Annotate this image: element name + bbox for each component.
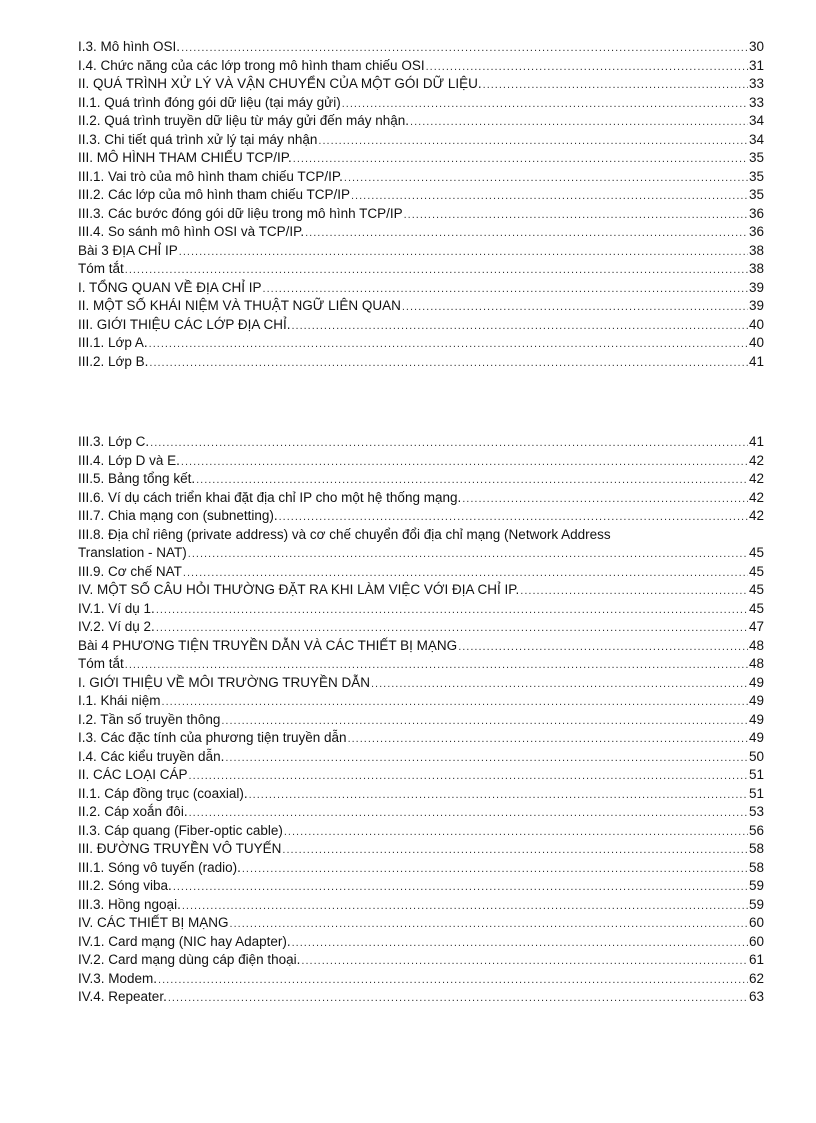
toc-dot-leader	[426, 58, 748, 76]
toc-entry-page: 62	[748, 970, 764, 986]
toc-entry-page: 51	[748, 785, 764, 801]
toc-dot-leader	[318, 132, 748, 150]
toc-entry-title: I.2. Tần số truyền thông	[78, 711, 221, 727]
toc-entry-page: 38	[748, 242, 764, 258]
toc-entry-page: 58	[748, 841, 764, 856]
toc-entry	[78, 131, 764, 150]
toc-dot-leader	[351, 187, 748, 205]
toc-entry-title: III.1. Lớp A.	[78, 335, 148, 350]
toc-entry-title: Translation - NAT)	[78, 545, 187, 560]
toc-entry-page: 59	[748, 896, 764, 912]
toc-entry-page: 36	[748, 205, 764, 221]
toc-entry	[78, 168, 764, 187]
toc-entry-page: 42	[748, 452, 764, 468]
toc-entry	[78, 748, 764, 767]
toc-block-lower	[78, 433, 764, 1007]
toc-entry-page: 61	[748, 952, 764, 967]
toc-entry-page: 48	[748, 637, 764, 653]
toc-entry	[78, 334, 764, 353]
toc-entry-title: III.1. Sóng vô tuyến (radio).	[78, 859, 241, 875]
toc-entry-title: I.4. Chức năng của các lớp trong mô hình tham chiếu OSI	[78, 57, 425, 73]
toc-entry-page: 47	[748, 619, 764, 634]
toc-dot-leader	[230, 915, 748, 933]
toc-entry	[78, 785, 764, 804]
toc-entry	[78, 859, 764, 878]
toc-dot-leader	[221, 712, 748, 730]
toc-entry-title: II. QUÁ TRÌNH XỬ LÝ VÀ VẬN CHUYỂN CỦA MỘT GÓI DỮ LIỆU.	[78, 76, 482, 91]
toc-dot-leader	[520, 582, 748, 600]
toc-entry	[78, 186, 764, 205]
toc-entry-page: 38	[748, 261, 764, 276]
toc-entry	[78, 655, 764, 674]
toc-dot-leader	[182, 897, 748, 915]
toc-dot-leader	[293, 150, 748, 168]
toc-entry-title: II.3. Cáp quang (Fiber-optic cable)	[78, 822, 283, 838]
toc-entry-page: 45	[748, 600, 764, 616]
toc-dot-leader	[249, 786, 748, 804]
toc-entry-title: III.3. Các bước đóng gói dữ liệu trong mô hình TCP/IP	[78, 205, 403, 221]
toc-entry-page: 35	[748, 187, 764, 202]
toc-entry-title: III. MÔ HÌNH THAM CHIẾU TCP/IP.	[78, 150, 292, 165]
toc-entry	[78, 57, 764, 76]
toc-dot-leader	[402, 298, 748, 316]
toc-entry-title: III.6. Ví dụ cách triển khai đặt địa chỉ IP cho một hệ thống mạng.	[78, 489, 462, 505]
toc-entry-title: IV.2. Ví dụ 2.	[78, 619, 155, 634]
toc-dot-leader	[158, 971, 748, 989]
toc-dot-leader	[404, 206, 748, 224]
toc-dot-leader	[279, 508, 748, 526]
toc-entry-page: 40	[748, 335, 764, 350]
toc-entry	[78, 38, 764, 57]
toc-entry-title: III.4. Lớp D và E.	[78, 452, 180, 468]
toc-entry-title: I.3. Mô hình OSI.	[78, 39, 181, 54]
toc-entry-title: III. ĐƯỜNG TRUYỀN VÔ TUYẾN	[78, 841, 282, 856]
toc-dot-leader	[483, 76, 748, 94]
toc-entry	[78, 242, 764, 261]
toc-entry-title: I. TỔNG QUAN VỀ ĐỊA CHỈ IP	[78, 279, 262, 295]
toc-entry-page: 45	[748, 563, 764, 579]
toc-entry-page: 41	[748, 353, 764, 369]
toc-entry	[78, 353, 764, 372]
toc-dot-leader	[162, 693, 748, 711]
toc-entry-page: 63	[748, 989, 764, 1004]
toc-entry-title: IV.4. Repeater.	[78, 989, 167, 1004]
toc-entry	[78, 729, 764, 748]
toc-entry-page: 60	[748, 915, 764, 930]
toc-entry-page: 42	[748, 489, 764, 505]
toc-dot-leader	[242, 860, 748, 878]
toc-entry-title: IV.2. Card mạng dùng cáp điện thoại.	[78, 952, 301, 967]
toc-entry-page: 51	[748, 767, 764, 782]
toc-entry	[78, 600, 764, 619]
toc-block-upper	[78, 38, 764, 371]
toc-dot-leader	[291, 317, 748, 335]
toc-entry-page: 31	[748, 57, 764, 73]
toc-entry-page: 49	[748, 674, 764, 690]
toc-entry	[78, 452, 764, 471]
toc-dot-leader	[181, 453, 748, 471]
toc-dot-leader	[181, 39, 748, 57]
toc-entry	[78, 489, 764, 508]
toc-entry-title: III. GIỚI THIỆU CÁC LỚP ĐỊA CHỈ.	[78, 316, 291, 332]
toc-entry-page: 36	[748, 224, 764, 239]
toc-entry-page: 49	[748, 711, 764, 727]
toc-entry-page: 60	[748, 933, 764, 949]
toc-entry-title: II.2. Cáp xoắn đôi.	[78, 804, 188, 819]
toc-entry-title: III.1. Vai trò của mô hình tham chiếu TCP/IP.	[78, 168, 343, 184]
toc-entry-title: III.3. Lớp C.	[78, 434, 150, 449]
toc-entry-title: IV.1. Ví dụ 1.	[78, 600, 155, 616]
toc-entry-title: II. MỘT SỐ KHÁI NIỆM VÀ THUẬT NGỮ LIÊN QUAN	[78, 298, 401, 313]
toc-entry-page: 53	[748, 804, 764, 819]
toc-entry	[78, 711, 764, 730]
toc-entry-page: 50	[748, 748, 764, 764]
toc-entry-page: 56	[748, 822, 764, 838]
toc-entry	[78, 970, 764, 989]
toc-dot-leader	[462, 490, 748, 508]
toc-entry-page: 42	[748, 508, 764, 523]
toc-entry-title: II. CÁC LOẠI CÁP	[78, 767, 188, 782]
toc-entry-page: 49	[748, 730, 764, 745]
toc-entry-title: II.2. Quá trình truyền dữ liệu từ máy gửi đến máy nhận.	[78, 113, 410, 128]
toc-entry-title: IV. CÁC THIẾT BỊ MẠNG	[78, 915, 229, 930]
toc-entry-title: Tóm tắt	[78, 261, 124, 276]
toc-entry	[78, 766, 764, 785]
toc-entry	[78, 951, 764, 970]
toc-entry-title: III.2. Sóng viba.	[78, 878, 172, 893]
toc-entry	[78, 470, 764, 489]
toc-entry	[78, 988, 764, 1007]
toc-entry	[78, 877, 764, 896]
toc-entry	[78, 297, 764, 316]
toc-entry-title: I.1. Khái niệm	[78, 693, 161, 708]
toc-dot-leader	[125, 656, 748, 674]
toc-entry-page: 39	[748, 298, 764, 313]
toc-entry-page: 40	[748, 316, 764, 332]
toc-entry	[78, 223, 764, 242]
toc-entry-page: 33	[748, 94, 764, 110]
toc-entry-page: 45	[748, 582, 764, 597]
toc-entry-wrapped-line1: III.8. Địa chỉ riêng (private address) và cơ chế chuyển đổi địa chỉ mạng (Network Address	[78, 526, 611, 542]
toc-dot-leader	[292, 934, 748, 952]
toc-entry	[78, 840, 764, 859]
toc-entry-page: 30	[748, 39, 764, 54]
toc-entry	[78, 803, 764, 822]
toc-entry	[78, 260, 764, 279]
toc-dot-leader	[301, 952, 748, 970]
toc-entry	[78, 75, 764, 94]
toc-entry-title: Bài 3 ĐỊA CHỈ IP	[78, 242, 178, 258]
toc-entry-title: Bài 4 PHƯƠNG TIỆN TRUYỀN DẪN VÀ CÁC THIẾT BỊ MẠNG	[78, 637, 458, 653]
toc-entry-page: 48	[748, 656, 764, 671]
toc-dot-leader	[150, 434, 748, 452]
toc-dot-leader	[282, 841, 748, 859]
toc-dot-leader	[188, 545, 748, 563]
toc-entry	[78, 205, 764, 224]
toc-entry-title: III.3. Hồng ngoại.	[78, 896, 181, 912]
toc-entry-title: Tóm tắt	[78, 656, 124, 671]
toc-entry-title: II.1. Quá trình đóng gói dữ liệu (tại máy gửi)	[78, 94, 341, 110]
toc-entry	[78, 674, 764, 693]
toc-entry	[78, 581, 764, 600]
toc-dot-leader	[189, 767, 748, 785]
toc-entry	[78, 914, 764, 933]
toc-dot-leader	[156, 619, 748, 637]
toc-dot-leader	[263, 280, 748, 298]
toc-entry	[78, 637, 764, 656]
toc-entry-page: 58	[748, 859, 764, 875]
toc-entry-page: 35	[748, 150, 764, 165]
toc-dot-leader	[348, 730, 748, 748]
toc-dot-leader	[149, 354, 748, 372]
toc-entry-title: III.7. Chia mạng con (subnetting).	[78, 508, 278, 523]
toc-dot-leader	[125, 261, 748, 279]
toc-entry	[78, 94, 764, 113]
toc-entry	[78, 316, 764, 335]
toc-dot-leader	[305, 224, 748, 242]
toc-entry-page: 34	[748, 113, 764, 128]
toc-dot-leader	[168, 989, 748, 1007]
toc-entry-page: 33	[748, 76, 764, 91]
toc-dot-leader	[225, 749, 748, 767]
toc-entry	[78, 933, 764, 952]
toc-dot-leader	[342, 95, 748, 113]
toc-entry	[78, 563, 764, 582]
toc-entry-title: II.1. Cáp đồng trục (coaxial).	[78, 785, 248, 801]
toc-dot-leader	[149, 335, 748, 353]
toc-entry-title: III.5. Bảng tổng kết.	[78, 471, 196, 486]
toc-entry-title: II.3. Chi tiết quá trình xử lý tại máy nhận	[78, 131, 318, 147]
toc-entry-page: 39	[748, 279, 764, 295]
toc-entry	[78, 149, 764, 168]
toc-dot-leader	[156, 601, 748, 619]
toc-entry-page: 42	[748, 471, 764, 486]
toc-entry	[78, 896, 764, 915]
toc-entry-title: I.3. Các đặc tính của phương tiện truyền dẫn	[78, 730, 347, 745]
toc-entry-page: 41	[748, 434, 764, 449]
toc-dot-leader	[179, 243, 748, 261]
toc-entry	[78, 692, 764, 711]
toc-entry	[78, 112, 764, 131]
toc-dot-leader	[196, 471, 748, 489]
toc-entry	[78, 433, 764, 452]
toc-dot-leader	[183, 564, 748, 582]
toc-entry-page: 59	[748, 878, 764, 893]
toc-entry-title: III.2. Lớp B.	[78, 353, 149, 369]
toc-entry-title: I. GIỚI THIỆU VỀ MÔI TRƯỜNG TRUYỀN DẪN	[78, 674, 370, 690]
toc-dot-leader	[189, 804, 748, 822]
toc-entry-title: IV.1. Card mạng (NIC hay Adapter).	[78, 933, 291, 949]
toc-entry-title: I.4. Các kiểu truyền dẫn.	[78, 748, 225, 764]
toc-entry-title: III.9. Cơ chế NAT	[78, 563, 182, 579]
toc-entry-page: 49	[748, 693, 764, 708]
toc-entry-title: IV. MỘT SỐ CÂU HỎI THƯỜNG ĐẶT RA KHI LÀM VIỆC VỚI ĐỊA CHỈ IP.	[78, 582, 520, 597]
toc-entry-page: 45	[748, 545, 764, 560]
toc-dot-leader	[410, 113, 748, 131]
toc-dot-leader	[344, 169, 748, 187]
toc-dot-leader	[284, 823, 748, 841]
toc-entry	[78, 279, 764, 298]
toc-entry	[78, 507, 764, 526]
toc-entry-title: IV.3. Modem.	[78, 970, 158, 986]
toc-dot-leader	[458, 638, 748, 656]
toc-dot-leader	[371, 675, 748, 693]
toc-entry-page: 34	[748, 131, 764, 147]
toc-entry-title: III.2. Các lớp của mô hình tham chiếu TCP/IP	[78, 187, 350, 202]
toc-dot-leader	[173, 878, 748, 896]
toc-entry	[78, 618, 764, 637]
toc-entry-title: III.4. So sánh mô hình OSI và TCP/IP.	[78, 224, 305, 239]
toc-entry-wrapped-line2	[78, 544, 764, 563]
toc-entry-page: 35	[748, 168, 764, 184]
toc-entry	[78, 822, 764, 841]
